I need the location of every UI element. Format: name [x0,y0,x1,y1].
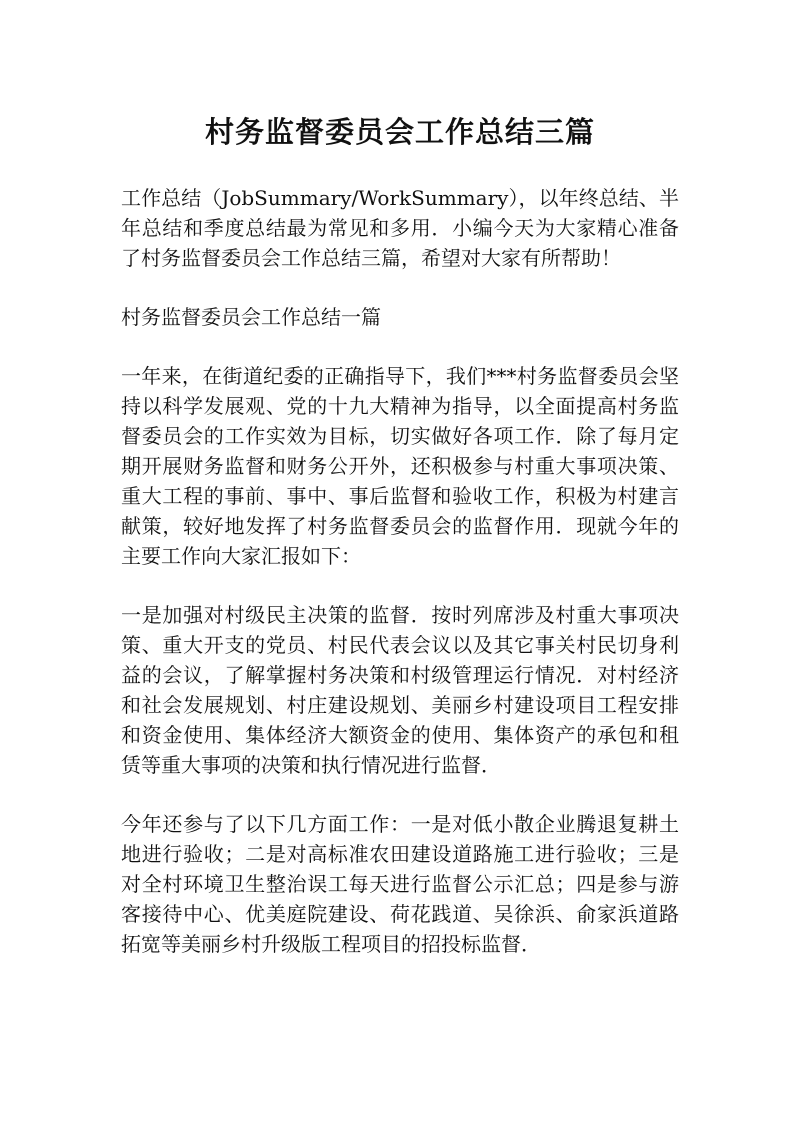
document-title: 村务监督委员会工作总结三篇 [204,115,595,149]
document-body [121,183,679,988]
body-paragraph-2: 一是加强对村级民主决策的监督．按时列席涉及村重大事项决策、重大开支的党员、村民代表会议以及其它事关村民切身利益的会议，了解掌握村务决策和村级管理运行情况．对村经济和社会发展规划、村庄建设规划、美丽乡村建设项目工程安排和资金使用、集体经济大额资金的使用、集体资产的承包和租赁等重大事项的决策和执行情况进行监督． [121,603,679,777]
intro-paragraph: 工作总结（JobSummary/WorkSummary），以年终总结、半年总结和季度总结最为常见和多用．小编今天为大家精心准备了村务监督委员会工作总结三篇，希望对大家有所帮助！ [121,186,679,270]
body-paragraph-1: 一年来，在街道纪委的正确指导下，我们***村务监督委员会坚持以科学发展观、党的十九大精神为指导，以全面提高村务监督委员会的工作实效为目标，切实做好各项工作．除了每月定期开展财务监督和财务公开外，还积极参与村重大事项决策、重大工程的事前、事中、事后监督和验收工作，积极为村建言献策，较好地发挥了村务监督委员会的监督作用．现就今年的主要工作向大家汇报如下： [121,364,679,568]
body-paragraph-3: 今年还参与了以下几方面工作：一是对低小散企业腾退复耕土地进行验收；二是对高标准农田建设道路施工进行验收；三是对全村环境卫生整治误工每天进行监督公示汇总；四是参与游客接待中心、优美庭院建设、荷花践道、吴徐浜、俞家浜道路拓宽等美丽乡村升级版工程项目的招投标监督． [121,812,679,956]
section-heading: 村务监督委员会工作总结一篇 [121,305,381,329]
